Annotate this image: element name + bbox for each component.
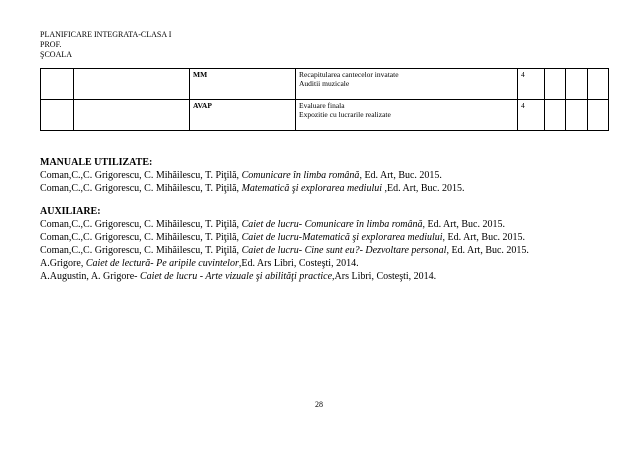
content-cell [296, 69, 518, 100]
content-line: Evaluare finala [299, 101, 345, 110]
auxiliare-title: AUXILIARE: [40, 206, 101, 217]
reference-line [40, 218, 625, 231]
reference-work: Caiet de lucru - Arte vizuale şi abilităţi practice [140, 271, 333, 282]
table-cell [545, 100, 566, 131]
reference-authors: A.Grigore, [40, 258, 86, 269]
reference-authors: Coman,C.,C. Grigorescu, C. Mihăilescu, T. Piţilă, [40, 183, 242, 194]
reference-publisher: , Ed. Art, Buc. 2015. [359, 170, 442, 181]
reference-publisher: ,Ed. Art, Buc. 2015. [384, 183, 465, 194]
page-number: 28 [315, 400, 323, 409]
table-cell [74, 100, 190, 131]
table-row [41, 100, 609, 131]
reference-line [40, 244, 625, 257]
table-cell [566, 69, 588, 100]
reference-line [40, 182, 625, 195]
reference-authors: Coman,C.,C. Grigorescu, C. Mihăilescu, T. Piţilă, [40, 219, 242, 230]
reference-line [40, 169, 625, 182]
reference-line [40, 231, 625, 244]
table-cell [74, 69, 190, 100]
manuale-title: MANUALE UTILIZATE: [40, 157, 153, 168]
reference-work: Matematică şi explorarea mediului [241, 183, 385, 194]
reference-publisher: , Ed. Art, Buc. 2015. [422, 219, 505, 230]
header-teacher: PROF. [40, 40, 62, 49]
reference-work: Caiet de lectură- Pe aripile cuvintelor [85, 258, 239, 269]
reference-work: Caiet de lucru- Cine sunt eu?- Dezvoltare personal [241, 245, 447, 256]
reference-publisher: , Ed. Art, Buc. 2015. [446, 245, 529, 256]
reference-authors: A.Augustin, A. Grigore- [40, 271, 140, 282]
reference-authors: Coman,C.,C. Grigorescu, C. Mihăilescu, T. Piţilă, [40, 245, 242, 256]
header-school: ŞCOALA [40, 50, 73, 59]
hours-cell: 4 [518, 69, 545, 100]
reference-publisher: ,Ed. Ars Libri, Costeşti, 2014. [238, 258, 359, 269]
reference-authors: Coman,C.,C. Grigorescu, C. Mihăilescu, T. Piţilă, [40, 170, 242, 181]
planning-table [40, 68, 609, 131]
content-line: Auditii muzicale [299, 79, 350, 88]
table-cell [566, 100, 588, 131]
table-cell [588, 69, 609, 100]
reference-work: Caiet de lucru-Matematică şi explorarea mediului [241, 232, 443, 243]
content-line: Expozitie cu lucrarile realizate [299, 110, 391, 119]
subject-cell: MM [190, 69, 296, 100]
document-header [40, 30, 171, 60]
reference-work: Comunicare în limba română [241, 170, 360, 181]
table-cell [588, 100, 609, 131]
hours-cell: 4 [518, 100, 545, 131]
table-cell [545, 69, 566, 100]
reference-authors: Coman,C.,C. Grigorescu, C. Mihăilescu, T. Piţilă, [40, 232, 242, 243]
reference-publisher: ,Ars Libri, Costeşti, 2014. [332, 271, 437, 282]
table-cell [41, 69, 74, 100]
reference-line [40, 257, 625, 270]
header-title: PLANIFICARE INTEGRATA-CLASA I [40, 30, 172, 39]
subject-cell: AVAP [190, 100, 296, 131]
table-cell [41, 100, 74, 131]
reference-work: Caiet de lucru- Comunicare în limba română [241, 219, 423, 230]
table-row [41, 69, 609, 100]
reference-line [40, 270, 625, 283]
reference-publisher: , Ed. Art, Buc. 2015. [442, 232, 526, 243]
content-line: Recapitularea cantecelor invatate [299, 70, 399, 79]
content-cell [296, 100, 518, 131]
references-section [40, 156, 625, 283]
spacer [40, 195, 625, 205]
